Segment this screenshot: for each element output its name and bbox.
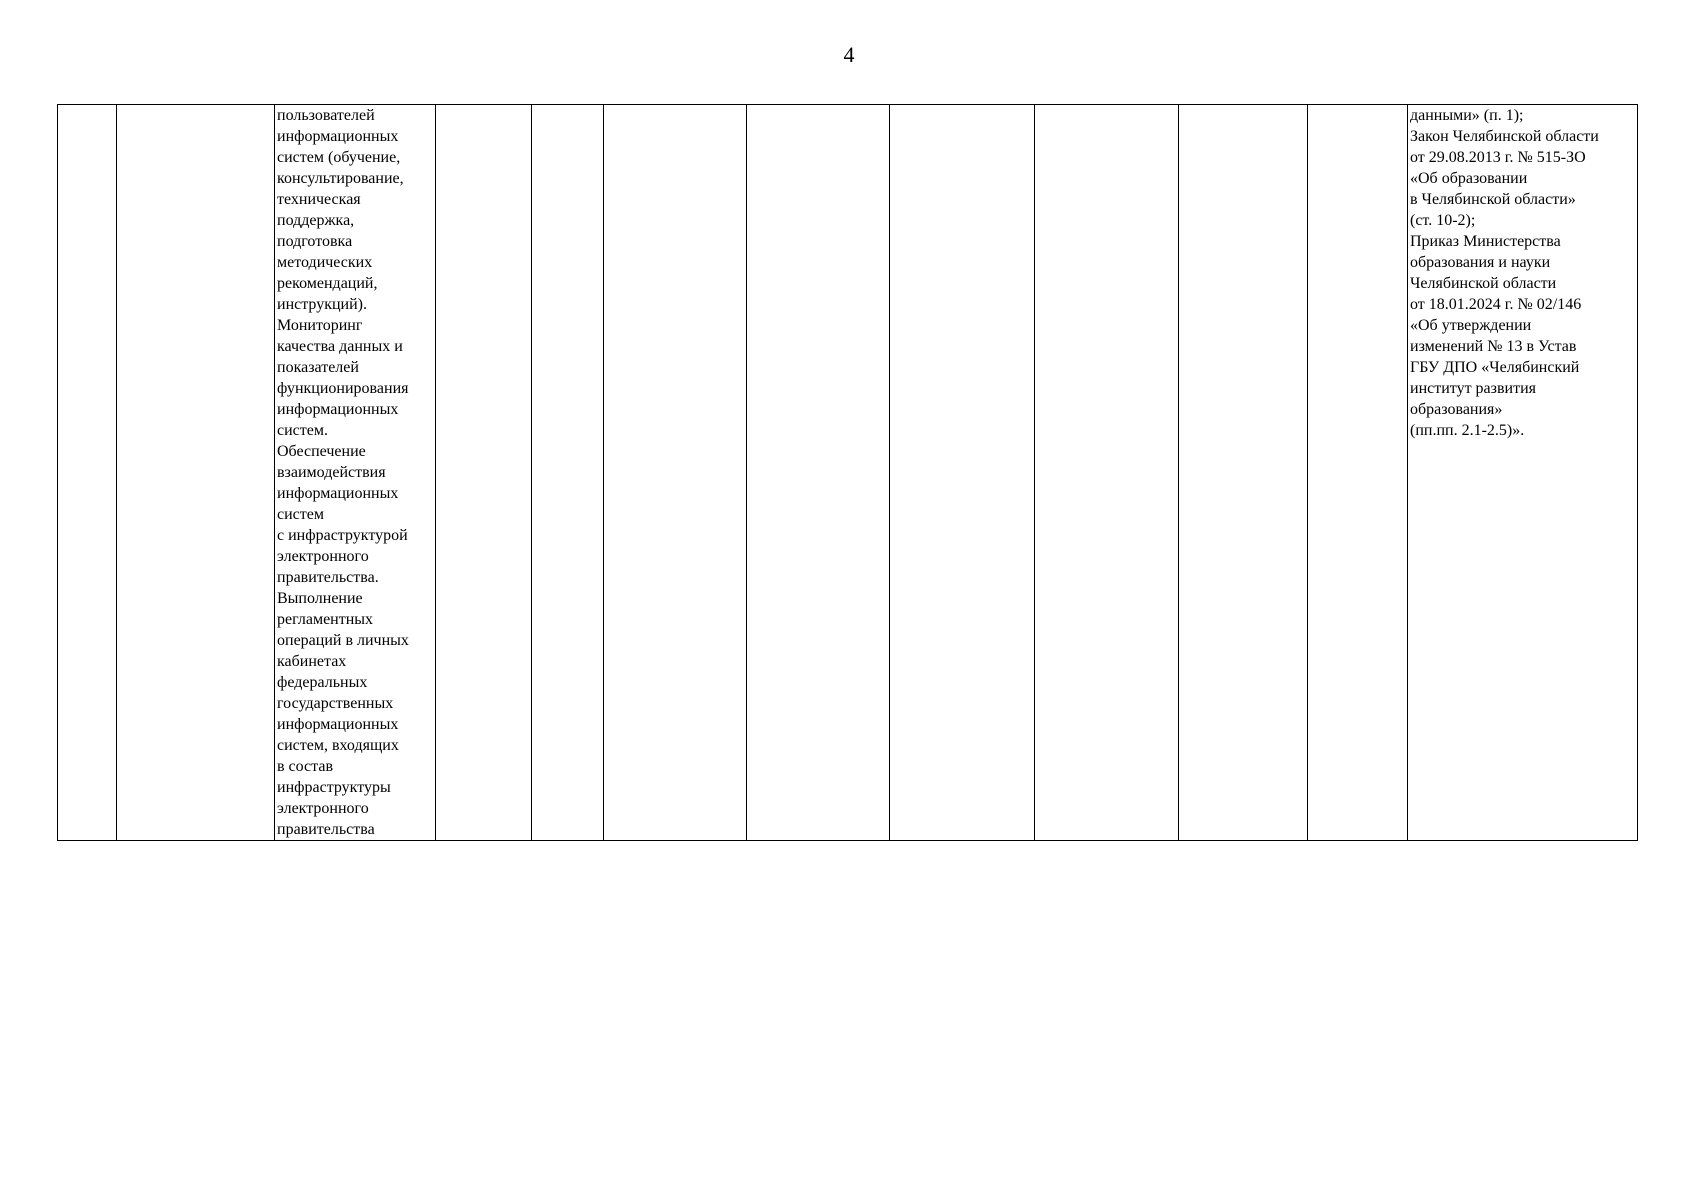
- cell-text-line: Приказ Министерства: [1410, 233, 1561, 250]
- cell-text-line: в состав: [277, 758, 333, 775]
- cell-text-line: рекомендаций,: [277, 275, 378, 292]
- cell-text-line: показателей: [277, 359, 359, 376]
- cell-text-line: в Челябинской области»: [1410, 191, 1576, 208]
- cell-text-line: операций в личных: [277, 632, 409, 649]
- cell-text-line: правительства: [277, 821, 375, 838]
- table-cell-col4: [436, 105, 532, 841]
- table-cell-col6: [604, 105, 747, 841]
- cell-text-line: правительства.: [277, 569, 379, 586]
- cell-text-line: поддержка,: [277, 212, 355, 229]
- cell-text-line: федеральных: [277, 674, 368, 691]
- table-cell-col1: [58, 105, 117, 841]
- table-cell-col8: [890, 105, 1035, 841]
- cell-text-line: электронного: [277, 548, 369, 565]
- document-table: [57, 104, 1638, 841]
- table-cell-legal-basis: [1408, 105, 1638, 841]
- table-row: [58, 105, 1638, 841]
- cell-text-line: информационных: [277, 716, 399, 733]
- cell-text-line: образования»: [1410, 401, 1503, 418]
- cell-text-line: информационных: [277, 401, 399, 418]
- cell-text-line: Выполнение: [277, 590, 363, 607]
- cell-text-line: «Об образовании: [1410, 170, 1528, 187]
- cell-text-line: систем: [277, 506, 324, 523]
- cell-text-line: подготовка: [277, 233, 353, 250]
- cell-text-line: «Об утверждении: [1410, 317, 1532, 334]
- table-cell-col10: [1179, 105, 1308, 841]
- cell-text-line: изменений № 13 в Устав: [1410, 338, 1577, 355]
- cell-text-line: (ст. 10-2);: [1410, 212, 1476, 229]
- cell-text-line: электронного: [277, 800, 369, 817]
- cell-text-line: данными» (п. 1);: [1410, 107, 1524, 124]
- cell-text-line: функционирования: [277, 380, 409, 397]
- cell-text-line: консультирование,: [277, 170, 404, 187]
- table-cell-col11: [1308, 105, 1408, 841]
- cell-text-line: Мониторинг: [277, 317, 363, 334]
- cell-text-line: техническая: [277, 191, 361, 208]
- cell-text-line: систем.: [277, 422, 328, 439]
- cell-text-line: систем (обучение,: [277, 149, 401, 166]
- cell-text-line: Закон Челябинской области: [1410, 128, 1599, 145]
- cell-text-line: информационных: [277, 485, 399, 502]
- table-cell-col7: [747, 105, 890, 841]
- table-cell-col2: [117, 105, 275, 841]
- cell-text-line: от 18.01.2024 г. № 02/146: [1410, 296, 1582, 313]
- cell-text-line: регламентных: [277, 611, 374, 628]
- cell-text-line: кабинетах: [277, 653, 347, 670]
- cell-text-line: институт развития: [1410, 380, 1537, 397]
- cell-text-line: государственных: [277, 695, 394, 712]
- page-number: 4: [843, 42, 855, 67]
- cell-text-line: методических: [277, 254, 373, 271]
- cell-text-line: качества данных и: [277, 338, 403, 355]
- table-cell-col5: [532, 105, 604, 841]
- cell-text-line: информационных: [277, 128, 399, 145]
- cell-text-line: систем, входящих: [277, 737, 399, 754]
- cell-text-line: образования и науки: [1410, 254, 1551, 271]
- cell-text-line: инфраструктуры: [277, 779, 391, 796]
- cell-text-line: от 29.08.2013 г. № 515-ЗО: [1410, 149, 1586, 166]
- cell-text-line: взаимодействия: [277, 464, 386, 481]
- cell-text-line: ГБУ ДПО «Челябинский: [1410, 359, 1580, 376]
- cell-text-line: пользователей: [277, 107, 375, 124]
- cell-text-line: Челябинской области: [1410, 275, 1557, 292]
- cell-text-line: Обеспечение: [277, 443, 366, 460]
- cell-text-line: (пп.пп. 2.1-2.5)».: [1410, 422, 1525, 439]
- cell-text-line: инструкций).: [277, 296, 367, 313]
- table-cell-activities: [275, 105, 436, 841]
- cell-text-line: с инфраструктурой: [277, 527, 408, 544]
- table-cell-col9: [1035, 105, 1179, 841]
